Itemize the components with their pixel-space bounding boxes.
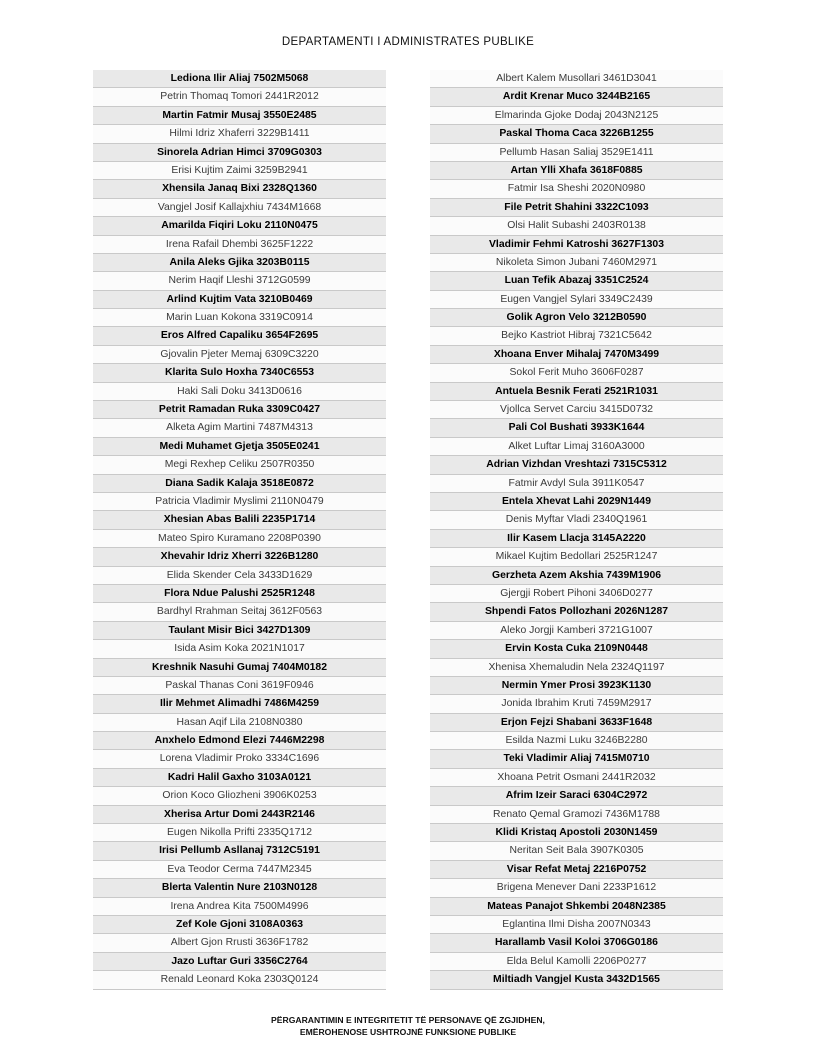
list-item: Eugen Vangjel Sylari 3349C2439 bbox=[430, 291, 723, 309]
list-item: Nermin Ymer Prosi 3923K1130 bbox=[430, 677, 723, 695]
list-item: Elida Skender Cela 3433D1629 bbox=[93, 567, 386, 585]
list-item: Martin Fatmir Musaj 3550E2485 bbox=[93, 107, 386, 125]
list-item: Nikoleta Simon Jubani 7460M2971 bbox=[430, 254, 723, 272]
left-column bbox=[93, 70, 386, 990]
list-item: Klidi Kristaq Apostoli 2030N1459 bbox=[430, 824, 723, 842]
list-item: Kreshnik Nasuhi Gumaj 7404M0182 bbox=[93, 659, 386, 677]
list-item: Paskal Thoma Caca 3226B1255 bbox=[430, 125, 723, 143]
list-item: Isida Asim Koka 2021N1017 bbox=[93, 640, 386, 658]
list-item: Erisi Kujtim Zaimi 3259B2941 bbox=[93, 162, 386, 180]
list-item: Teki Vladimir Aliaj 7415M0710 bbox=[430, 750, 723, 768]
list-item: Vjollca Servet Carciu 3415D0732 bbox=[430, 401, 723, 419]
list-item: Jonida Ibrahim Kruti 7459M2917 bbox=[430, 695, 723, 713]
list-item: Eros Alfred Capaliku 3654F2695 bbox=[93, 327, 386, 345]
list-item: Artan Ylli Xhafa 3618F0885 bbox=[430, 162, 723, 180]
list-item: Amarilda Fiqiri Loku 2110N0475 bbox=[93, 217, 386, 235]
list-item: Zef Kole Gjoni 3108A0363 bbox=[93, 916, 386, 934]
list-item: Brigena Menever Dani 2233P1612 bbox=[430, 879, 723, 897]
list-item: Bardhyl Rrahman Seitaj 3612F0563 bbox=[93, 603, 386, 621]
list-item: Ilir Kasem Llacja 3145A2220 bbox=[430, 530, 723, 548]
list-item: Aleko Jorgji Kamberi 3721G1007 bbox=[430, 622, 723, 640]
list-item: Paskal Thanas Coni 3619F0946 bbox=[93, 677, 386, 695]
list-item: Xhesian Abas Balili 2235P1714 bbox=[93, 511, 386, 529]
name-list-columns bbox=[88, 70, 728, 990]
list-item: Arlind Kujtim Vata 3210B0469 bbox=[93, 291, 386, 309]
list-item: Ilir Mehmet Alimadhi 7486M4259 bbox=[93, 695, 386, 713]
list-item: Ervin Kosta Cuka 2109N0448 bbox=[430, 640, 723, 658]
list-item: Taulant Misir Bici 3427D1309 bbox=[93, 622, 386, 640]
list-item: Adrian Vizhdan Vreshtazi 7315C5312 bbox=[430, 456, 723, 474]
list-item: Renato Qemal Gramozi 7436M1788 bbox=[430, 806, 723, 824]
list-item: Alket Luftar Limaj 3160A3000 bbox=[430, 438, 723, 456]
list-item: Eglantina Ilmi Disha 2007N0343 bbox=[430, 916, 723, 934]
list-item: Fatmir Avdyl Sula 3911K0547 bbox=[430, 475, 723, 493]
list-item: Shpendi Fatos Pollozhani 2026N1287 bbox=[430, 603, 723, 621]
list-item: Xhenisa Xhemaludin Nela 2324Q1197 bbox=[430, 659, 723, 677]
list-item: Pellumb Hasan Saliaj 3529E1411 bbox=[430, 144, 723, 162]
list-item: Irena Rafail Dhembi 3625F1222 bbox=[93, 236, 386, 254]
list-item: Eugen Nikolla Prifti 2335Q1712 bbox=[93, 824, 386, 842]
list-item: Blerta Valentin Nure 2103N0128 bbox=[93, 879, 386, 897]
list-item: Petrit Ramadan Ruka 3309C0427 bbox=[93, 401, 386, 419]
list-item: Irena Andrea Kita 7500M4996 bbox=[93, 898, 386, 916]
list-item: Hasan Aqif Lila 2108N0380 bbox=[93, 714, 386, 732]
list-item: Sokol Ferit Muho 3606F0287 bbox=[430, 364, 723, 382]
list-item: Hilmi Idriz Xhaferri 3229B1411 bbox=[93, 125, 386, 143]
list-item: Patricia Vladimir Myslimi 2110N0479 bbox=[93, 493, 386, 511]
list-item: Antuela Besnik Ferati 2521R1031 bbox=[430, 383, 723, 401]
list-item: Afrim Izeir Saraci 6304C2972 bbox=[430, 787, 723, 805]
list-item: Klarita Sulo Hoxha 7340C6553 bbox=[93, 364, 386, 382]
list-item: Renald Leonard Koka 2303Q0124 bbox=[93, 971, 386, 989]
list-item: Harallamb Vasil Koloi 3706G0186 bbox=[430, 934, 723, 952]
page-footer bbox=[0, 1014, 816, 1038]
footer-line-2: EMËROHENOSE USHTROJNË FUNKSIONE PUBLIKE bbox=[299, 1027, 517, 1037]
list-item: Nerim Haqif Lleshi 3712G0599 bbox=[93, 272, 386, 290]
list-item: Visar Refat Metaj 2216P0752 bbox=[430, 861, 723, 879]
list-item: Sinorela Adrian Himci 3709G0303 bbox=[93, 144, 386, 162]
list-item: Fatmir Isa Sheshi 2020N0980 bbox=[430, 180, 723, 198]
list-item: Gerzheta Azem Akshia 7439M1906 bbox=[430, 567, 723, 585]
list-item: Kadri Halil Gaxho 3103A0121 bbox=[93, 769, 386, 787]
list-item: Vladimir Fehmi Katroshi 3627F1303 bbox=[430, 236, 723, 254]
list-item: Denis Myftar Vladi 2340Q1961 bbox=[430, 511, 723, 529]
list-item: Miltiadh Vangjel Kusta 3432D1565 bbox=[430, 971, 723, 989]
list-item: Luan Tefik Abazaj 3351C2524 bbox=[430, 272, 723, 290]
list-item: Alketa Agim Martini 7487M4313 bbox=[93, 419, 386, 437]
list-item: Mikael Kujtim Bedollari 2525R1247 bbox=[430, 548, 723, 566]
list-item: Bejko Kastriot Hibraj 7321C5642 bbox=[430, 327, 723, 345]
list-item: Jazo Luftar Guri 3356C2764 bbox=[93, 953, 386, 971]
list-item: Gjergji Robert Pihoni 3406D0277 bbox=[430, 585, 723, 603]
list-item: Xhensila Janaq Bixi 2328Q1360 bbox=[93, 180, 386, 198]
list-item: Mateas Panajot Shkembi 2048N2385 bbox=[430, 898, 723, 916]
list-item: Lediona Ilir Aliaj 7502M5068 bbox=[93, 70, 386, 88]
list-item: Xhevahir Idriz Xherri 3226B1280 bbox=[93, 548, 386, 566]
list-item: Erjon Fejzi Shabani 3633F1648 bbox=[430, 714, 723, 732]
list-item: Haki Sali Doku 3413D0616 bbox=[93, 383, 386, 401]
list-item: Neritan Seit Bala 3907K0305 bbox=[430, 842, 723, 860]
list-item: Xherisa Artur Domi 2443R2146 bbox=[93, 806, 386, 824]
list-item: Xhoana Petrit Osmani 2441R2032 bbox=[430, 769, 723, 787]
list-item: Esilda Nazmi Luku 3246B2280 bbox=[430, 732, 723, 750]
list-item: Ardit Krenar Muco 3244B2165 bbox=[430, 88, 723, 106]
list-item: Entela Xhevat Lahi 2029N1449 bbox=[430, 493, 723, 511]
list-item: Anxhelo Edmond Elezi 7446M2298 bbox=[93, 732, 386, 750]
list-item: Mateo Spiro Kuramano 2208P0390 bbox=[93, 530, 386, 548]
list-item: Anila Aleks Gjika 3203B0115 bbox=[93, 254, 386, 272]
list-item: Petrin Thomaq Tomori 2441R2012 bbox=[93, 88, 386, 106]
list-item: Gjovalin Pjeter Memaj 6309C3220 bbox=[93, 346, 386, 364]
list-item: Lorena Vladimir Proko 3334C1696 bbox=[93, 750, 386, 768]
list-item: Albert Kalem Musollari 3461D3041 bbox=[430, 70, 723, 88]
list-item: Elmarinda Gjoke Dodaj 2043N2125 bbox=[430, 107, 723, 125]
list-item: Olsi Halit Subashi 2403R0138 bbox=[430, 217, 723, 235]
page-title: DEPARTAMENTI I ADMINISTRATES PUBLIKE bbox=[281, 36, 535, 48]
right-column bbox=[430, 70, 723, 990]
list-item: Elda Belul Kamolli 2206P0277 bbox=[430, 953, 723, 971]
list-item: Diana Sadik Kalaja 3518E0872 bbox=[93, 475, 386, 493]
list-item: Irisi Pellumb Asllanaj 7312C5191 bbox=[93, 842, 386, 860]
list-item: Albert Gjon Rrusti 3636F1782 bbox=[93, 934, 386, 952]
list-item: Megi Rexhep Celiku 2507R0350 bbox=[93, 456, 386, 474]
list-item: Xhoana Enver Mihalaj 7470M3499 bbox=[430, 346, 723, 364]
footer-line-1: PËRGARANTIMIN E INTEGRITETIT TË PERSONAVE QË ZGJIDHEN, bbox=[271, 1015, 545, 1025]
list-item: Flora Ndue Palushi 2525R1248 bbox=[93, 585, 386, 603]
list-item: Eva Teodor Cerma 7447M2345 bbox=[93, 861, 386, 879]
list-item: File Petrit Shahini 3322C1093 bbox=[430, 199, 723, 217]
list-item: Golik Agron Velo 3212B0590 bbox=[430, 309, 723, 327]
list-item: Orion Koco Gliozheni 3906K0253 bbox=[93, 787, 386, 805]
list-item: Medi Muhamet Gjetja 3505E0241 bbox=[93, 438, 386, 456]
list-item: Pali Col Bushati 3933K1644 bbox=[430, 419, 723, 437]
list-item: Marin Luan Kokona 3319C0914 bbox=[93, 309, 386, 327]
list-item: Vangjel Josif Kallajxhiu 7434M1668 bbox=[93, 199, 386, 217]
